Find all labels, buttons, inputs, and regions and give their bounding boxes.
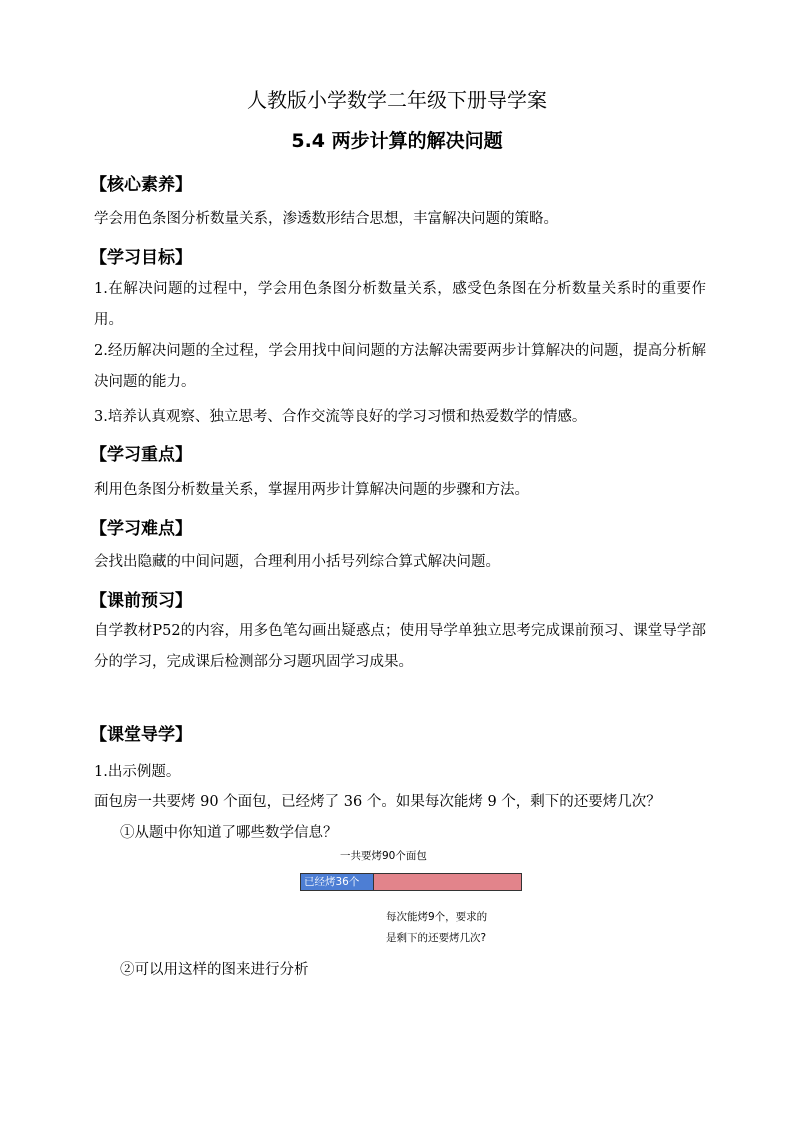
diagram-note-line-2: 是剩下的还要烤几次? (386, 932, 487, 944)
preview-heading: 【课前预习】 (90, 591, 192, 611)
diagram-note-line-1: 每次能烤9个，要求的 (386, 911, 488, 923)
goal-item-2: 2.经历解决问题的全过程，学会用找中间问题的方法解决需要两步计算解决的问题，提高分析解决问题的能力。 (94, 343, 706, 390)
key-heading: 【学习重点】 (90, 445, 192, 465)
key-text: 利用色条图分析数量关系，掌握用两步计算解决问题的步骤和方法。 (94, 482, 529, 498)
guide-step-1: 1.出示例题。 (94, 764, 181, 780)
question-1: ①从题中你知道了哪些数学信息？ (120, 825, 338, 841)
core-text: 学会用色条图分析数量关系，渗透数形结合思想，丰富解决问题的策略。 (94, 211, 558, 227)
core-heading: 【核心素养】 (90, 175, 192, 195)
goal-item-1: 1.在解决问题的过程中，学会用色条图分析数量关系，感受色条图在分析数量关系时的重要作用。 (94, 281, 706, 328)
example-problem: 面包房一共要烤 90 个面包，已经烤了 36 个。如果每次能烤 9 个，剩下的还要烤几次？ (94, 794, 661, 810)
preview-text: 自学教材P52的内容，用多色笔勾画出疑惑点；使用导学单独立思考完成课前预习、课堂导学部分的学习，完成课后检测部分习题巩固学习成果。 (94, 623, 706, 670)
bar-remaining-segment (374, 873, 522, 891)
difficulty-text: 会找出隐藏的中间问题，合理利用小括号列综合算式解决问题。 (94, 554, 500, 570)
difficulty-heading: 【学习难点】 (90, 519, 192, 539)
bar-known-segment: 已经烤36个 (300, 873, 374, 891)
goals-heading: 【学习目标】 (90, 248, 192, 268)
lesson-title: 5.4 两步计算的解决问题 (291, 130, 503, 152)
goal-item-3: 3.培养认真观察、独立思考、合作交流等良好的学习习惯和热爱数学的情感。 (94, 409, 587, 425)
guide-heading: 【课堂导学】 (90, 725, 192, 745)
document-title: 人教版小学数学二年级下册导学案 (247, 88, 547, 112)
question-2: ②可以用这样的图来进行分析 (120, 962, 309, 978)
diagram-total-label: 一共要烤90个面包 (340, 850, 427, 862)
